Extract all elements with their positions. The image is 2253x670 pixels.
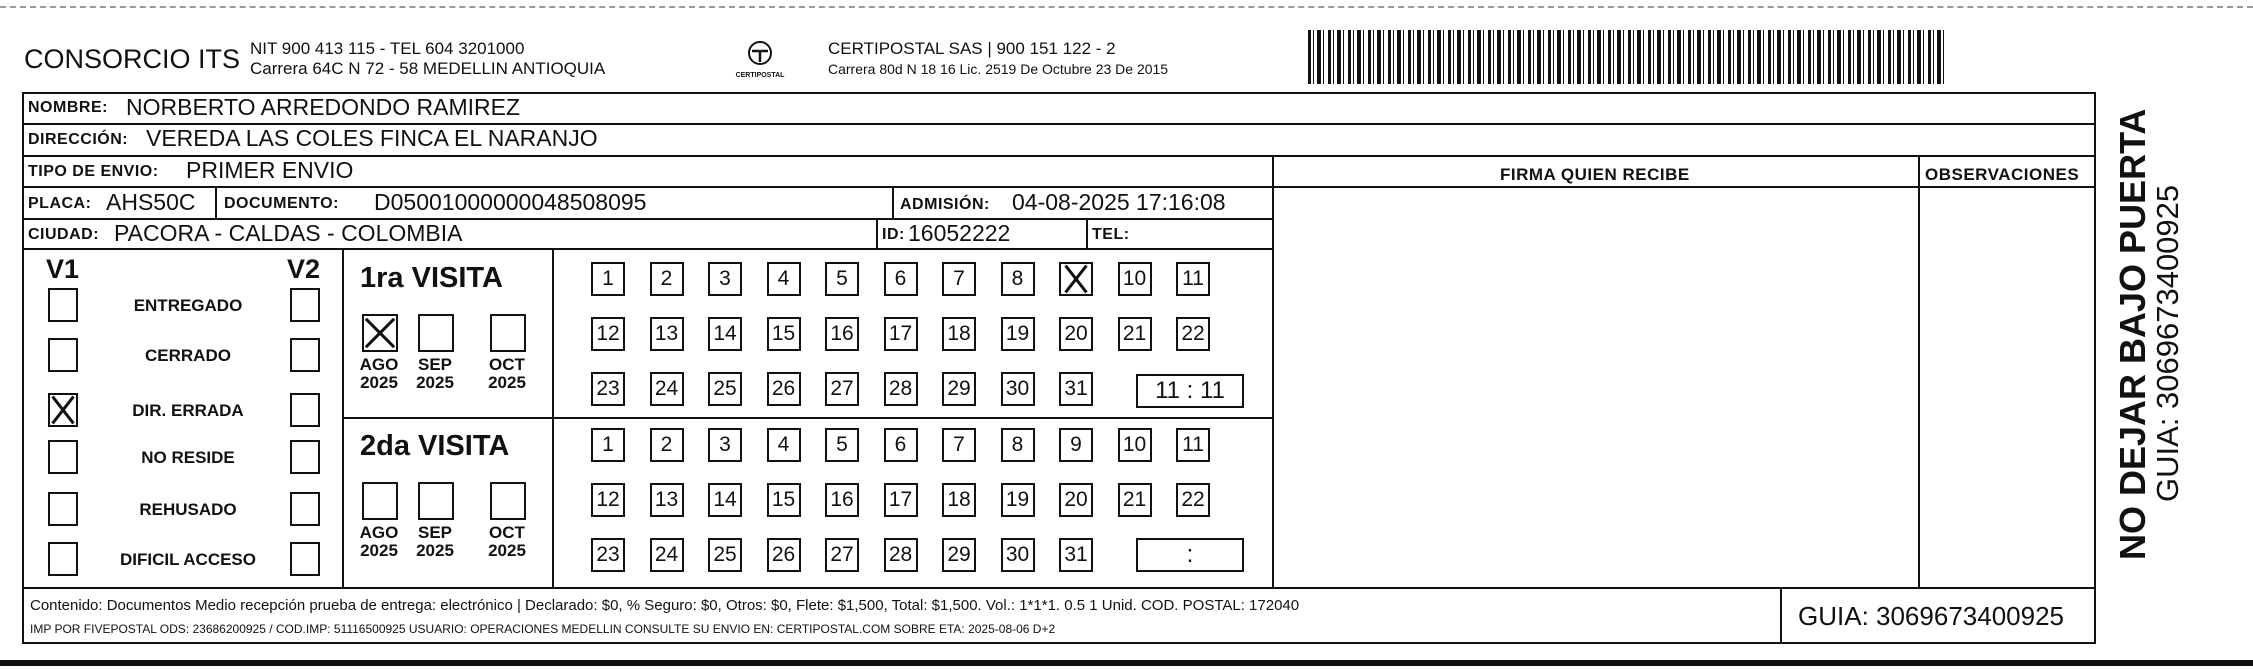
logo-text: CERTIPOSTAL — [735, 72, 785, 79]
placa-value: AHS50C — [106, 189, 196, 215]
day-box[interactable]: 10 — [1118, 262, 1152, 296]
day-box[interactable]: 5 — [825, 262, 859, 296]
direccion-value: VEREDA LAS COLES FINCA EL NARANJO — [146, 125, 598, 151]
month-label — [410, 356, 460, 392]
carrier-line1: CERTIPOSTAL SAS | 900 151 122 - 2 — [828, 39, 1116, 58]
placa-label: PLACA: — [28, 195, 92, 212]
day-box[interactable]: 18 — [942, 483, 976, 517]
day-box[interactable]: 26 — [767, 372, 801, 406]
month-checkbox[interactable] — [418, 482, 454, 520]
row-line-3b — [1272, 186, 2096, 188]
day-box[interactable]: 1 — [591, 428, 625, 462]
day-box[interactable]: 24 — [650, 538, 684, 572]
day-box[interactable]: 13 — [650, 483, 684, 517]
v1-checkbox[interactable] — [48, 440, 78, 474]
month-year: 2025 — [488, 372, 526, 392]
day-box[interactable]: 30 — [1001, 372, 1035, 406]
status-label: CERRADO — [145, 346, 231, 365]
day-box[interactable]: 23 — [591, 538, 625, 572]
day-box[interactable]: 19 — [1001, 483, 1035, 517]
day-box[interactable]: 25 — [708, 538, 742, 572]
v2-header: V2 — [287, 254, 321, 284]
day-box[interactable]: 6 — [884, 428, 918, 462]
nombre-label: NOMBRE: — [28, 99, 108, 116]
day-box[interactable]: 15 — [767, 483, 801, 517]
company-line1: NIT 900 413 115 - TEL 604 3201000 — [250, 39, 525, 58]
day-box[interactable]: 20 — [1059, 483, 1093, 517]
bottom-edge — [0, 660, 2253, 666]
day-box[interactable]: 2 — [650, 262, 684, 296]
v1-checkbox[interactable] — [48, 288, 78, 322]
day-box[interactable]: 23 — [591, 372, 625, 406]
month-checkbox[interactable] — [362, 314, 398, 352]
day-box[interactable]: 29 — [942, 372, 976, 406]
month-label — [354, 524, 404, 560]
month-label — [410, 524, 460, 560]
side-guia: GUIA: 3069673400925 — [2150, 184, 2185, 502]
ciudad-value: PACORA - CALDAS - COLOMBIA — [114, 220, 463, 246]
day-box[interactable]: 27 — [825, 538, 859, 572]
footer-line1: Contenido: Documentos Medio recepción prueba de entrega: electrónico | Declarado: $0, % Seguro: $0, Otros: $0, Flete: $1,500, Total: $1,500. Vol.: 1*1*1. 0.5 1 Unid. COD. POSTAL: 172040 — [30, 597, 1300, 614]
day-box[interactable]: 14 — [708, 317, 742, 351]
id-divider — [876, 218, 878, 248]
day-box[interactable]: 22 — [1176, 483, 1210, 517]
day-box[interactable]: 30 — [1001, 538, 1035, 572]
day-box[interactable]: 31 — [1059, 538, 1093, 572]
day-box[interactable]: 22 — [1176, 317, 1210, 351]
firma-divider — [1272, 155, 1274, 588]
admision-value: 04-08-2025 17:16:08 — [1012, 189, 1226, 215]
v2-checkbox[interactable] — [290, 492, 320, 526]
v2-checkbox[interactable] — [290, 440, 320, 474]
v1-header: V1 — [46, 254, 80, 284]
row-line-3 — [22, 186, 1272, 188]
day-box[interactable]: 14 — [708, 483, 742, 517]
company-name: CONSORCIO ITS — [24, 44, 241, 74]
day-box[interactable]: 4 — [767, 428, 801, 462]
day-box[interactable]: 8 — [1001, 262, 1035, 296]
month-name: AGO — [359, 523, 399, 542]
placa-divider — [215, 186, 217, 218]
ciudad-label: CIUDAD: — [28, 226, 100, 243]
documento-label: DOCUMENTO: — [224, 195, 339, 212]
day-box[interactable]: 3 — [708, 262, 742, 296]
tipo-label: TIPO DE ENVIO: — [28, 163, 159, 180]
day-box[interactable]: 3 — [708, 428, 742, 462]
frame-right — [2094, 92, 2096, 644]
top-edge — [0, 6, 2253, 8]
day-box[interactable]: 17 — [884, 483, 918, 517]
day-box[interactable]: 9 — [1059, 428, 1093, 462]
day-box[interactable]: 26 — [767, 538, 801, 572]
firma-header: FIRMA QUIEN RECIBE — [1500, 165, 1690, 184]
day-box[interactable]: 18 — [942, 317, 976, 351]
day-box[interactable]: 21 — [1118, 317, 1152, 351]
month-year: 2025 — [360, 372, 398, 392]
day-box[interactable]: 24 — [650, 372, 684, 406]
day-box[interactable]: 16 — [825, 317, 859, 351]
day-box[interactable]: 12 — [591, 483, 625, 517]
first-visit-time[interactable]: 11 : 11 — [1136, 374, 1244, 408]
documento-value: D05001000000048508095 — [374, 189, 647, 215]
barcode — [1308, 30, 1948, 84]
month-name: AGO — [359, 355, 399, 374]
month-label — [482, 356, 532, 392]
day-box[interactable] — [1059, 262, 1093, 296]
footer-divider — [1780, 587, 1782, 643]
visit-mid-line — [342, 417, 1272, 419]
nombre-value: NORBERTO ARREDONDO RAMIREZ — [126, 94, 521, 120]
month-checkbox[interactable] — [490, 314, 526, 352]
second-visit-title: 2da VISITA — [360, 430, 510, 462]
month-year: 2025 — [416, 540, 454, 560]
footer-line2: IMP POR FIVEPOSTAL ODS: 23686200925 / COD.IMP: 51116500925 USUARIO: OPERACIONES MEDELLIN CONSULTE SU ENVIO EN: CERTIPOSTAL.COM SOBRE ETA: 2025-08-06 D+2 — [30, 622, 1056, 636]
tipo-value: PRIMER ENVIO — [186, 157, 354, 183]
day-box[interactable]: 25 — [708, 372, 742, 406]
day-box[interactable]: 13 — [650, 317, 684, 351]
month-name: OCT — [489, 523, 525, 542]
month-name: SEP — [417, 355, 453, 374]
v2-checkbox[interactable] — [290, 288, 320, 322]
month-year: 2025 — [360, 540, 398, 560]
day-box[interactable]: 4 — [767, 262, 801, 296]
v2-checkbox[interactable] — [290, 338, 320, 372]
day-box[interactable]: 19 — [1001, 317, 1035, 351]
day-box[interactable]: 27 — [825, 372, 859, 406]
v1-checkbox[interactable] — [48, 393, 78, 427]
day-box[interactable]: 11 — [1176, 262, 1210, 296]
month-name: SEP — [417, 523, 453, 542]
day-box[interactable]: 29 — [942, 538, 976, 572]
observaciones-header: OBSERVACIONES — [1925, 165, 2080, 184]
month-checkbox[interactable] — [362, 482, 398, 520]
status-label: NO RESIDE — [141, 448, 235, 467]
v1-checkbox[interactable] — [48, 542, 78, 576]
direccion-label: DIRECCIÓN: — [28, 131, 129, 148]
month-year: 2025 — [416, 372, 454, 392]
day-box[interactable]: 10 — [1118, 428, 1152, 462]
status-label: REHUSADO — [139, 500, 237, 519]
day-box[interactable]: 7 — [942, 262, 976, 296]
company-line2: Carrera 64C N 72 - 58 MEDELLIN ANTIOQUIA — [250, 59, 606, 78]
row-line-5 — [22, 248, 1272, 250]
day-box[interactable]: 20 — [1059, 317, 1093, 351]
day-box[interactable]: 28 — [884, 538, 918, 572]
month-name: OCT — [489, 355, 525, 374]
id-value: 16052222 — [908, 220, 1011, 246]
tel-label: TEL: — [1092, 226, 1130, 243]
frame-bottom — [22, 642, 2096, 644]
day-box[interactable]: 21 — [1118, 483, 1152, 517]
month-label — [482, 524, 532, 560]
v2-checkbox[interactable] — [290, 542, 320, 576]
day-box[interactable]: 5 — [825, 428, 859, 462]
id-label: ID: — [882, 226, 905, 243]
day-box[interactable]: 16 — [825, 483, 859, 517]
status-label: ENTREGADO — [133, 296, 243, 315]
status-label: DIFICIL ACCESO — [119, 550, 256, 569]
side-warning: NO DEJAR BAJO PUERTA — [2112, 108, 2153, 560]
obs-divider — [1918, 155, 1920, 588]
first-visit-title: 1ra VISITA — [360, 262, 503, 294]
day-box[interactable]: 2 — [650, 428, 684, 462]
day-box[interactable]: 6 — [884, 262, 918, 296]
tel-divider — [1086, 218, 1088, 248]
day-box[interactable]: 28 — [884, 372, 918, 406]
admision-divider — [892, 186, 894, 218]
month-year: 2025 — [488, 540, 526, 560]
day-box[interactable]: 15 — [767, 317, 801, 351]
admision-label: ADMISIÓN: — [900, 196, 990, 213]
day-box[interactable]: 11 — [1176, 428, 1210, 462]
status-label: DIR. ERRADA — [132, 401, 244, 420]
day-box[interactable]: 31 — [1059, 372, 1093, 406]
second-visit-time[interactable]: : — [1136, 538, 1244, 572]
month-checkbox[interactable] — [490, 482, 526, 520]
day-box[interactable]: 17 — [884, 317, 918, 351]
carrier-line2: Carrera 80d N 18 16 Lic. 2519 De Octubre 23 De 2015 — [828, 61, 1169, 77]
day-box[interactable]: 12 — [591, 317, 625, 351]
v1-checkbox[interactable] — [48, 492, 78, 526]
day-box[interactable]: 8 — [1001, 428, 1035, 462]
row-line-6 — [22, 587, 2096, 589]
v1-checkbox[interactable] — [48, 338, 78, 372]
day-box[interactable]: 7 — [942, 428, 976, 462]
footer-guia: GUIA: 3069673400925 — [1798, 601, 2064, 631]
month-label — [354, 356, 404, 392]
day-box[interactable]: 1 — [591, 262, 625, 296]
month-checkbox[interactable] — [418, 314, 454, 352]
v2-checkbox[interactable] — [290, 393, 320, 427]
frame-left — [22, 92, 24, 644]
